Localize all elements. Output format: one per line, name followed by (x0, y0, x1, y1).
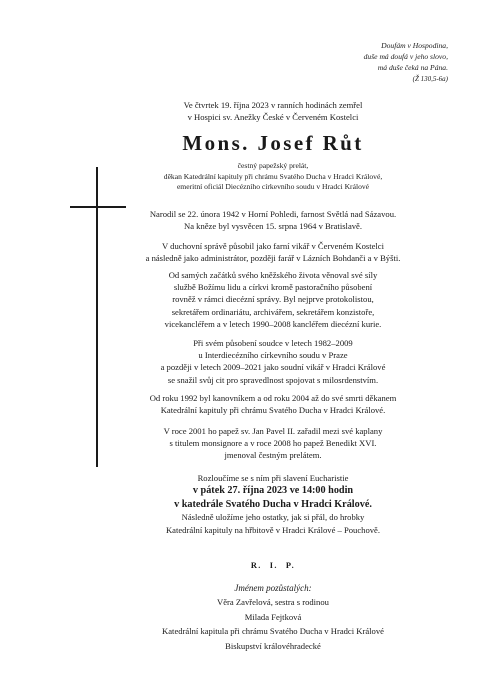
bio-line: Narodil se 22. února 1942 v Horní Pohledi, farnost Světlá nad Sázavou. (149, 209, 397, 219)
cross-icon (96, 167, 98, 467)
bio-line: Od samých začátků svého kněžského života věnoval své síly (168, 270, 378, 280)
bio-line: vicekancléřem a v letech 1990–2008 kancléřem diecézní kurie. (164, 318, 382, 329)
bio-line: Od roku 1992 byl kanovníkem a od roku 2004 až do své smrti děkanem (149, 393, 397, 403)
bio-line: Na kněze byl vysvěcen 15. srpna 1964 v Bratislavě. (183, 221, 363, 232)
quote-source: (Ž 130,5-6a) (412, 74, 448, 83)
funeral-line: Katedrální kapituly na hřbitově v Hradci Králové – Pouchově. (165, 524, 381, 535)
bio-paragraph (118, 392, 428, 416)
title-line: emeritní oficiál Diecézního církevního soudu v Hradci Králové (176, 182, 370, 192)
survivor: Věra Zavřelová, sestra s rodinou (217, 597, 329, 608)
bio-line: Při svém působení soudce v letech 1982–2009 (193, 338, 353, 348)
title-line: čestný papežský prelát, (237, 161, 309, 170)
intro (118, 99, 428, 123)
funeral-date: v pátek 27. října 2023 ve 14:00 hodin (192, 485, 354, 497)
intro-line: Ve čtvrtek 19. října 2023 v ranních hodinách zemřel (183, 100, 363, 110)
bio-line: V roce 2001 ho papež sv. Jan Pavel II. zařadil mezi své kaplany (163, 426, 383, 436)
deceased-name: Mons. Josef Růt (182, 131, 364, 155)
rip (118, 561, 428, 570)
survivor: Milada Fejtková (244, 611, 302, 622)
rip-letter: I. (269, 561, 278, 570)
survivors-heading: Jménem pozůstalých: (234, 583, 312, 593)
bio-line: službě Božímu lidu a církvi kromě pastoračního působení (173, 282, 373, 293)
bio-line: jmenoval čestným prelátem. (224, 450, 322, 461)
rip-letter: R. (250, 561, 262, 570)
bio-line: sekretářem ordinariátu, archivářem, sekretářem konzistoře, (171, 306, 375, 317)
bio-line: Katedrální kapituly při chrámu Svatého Ducha v Hradci Králové. (160, 405, 386, 416)
quote-line: duše má doufá v jeho slovo, (363, 52, 448, 62)
bio-paragraph (118, 240, 428, 264)
bio-paragraph (118, 425, 428, 462)
funeral-line: Rozloučíme se s ním při slavení Eucharistie (197, 473, 349, 483)
bio-line: s titulem monsignore a v roce 2008 ho papež Benedikt XVI. (169, 438, 377, 449)
funeral-place: v katedrále Svatého Ducha v Hradci Králové. (174, 498, 372, 510)
bible-quote (248, 40, 448, 85)
bio-line: a později v letech 2009–2021 jako soudní vikář v Hradci Králové (160, 362, 386, 373)
titles (118, 161, 428, 193)
bio-paragraph (118, 269, 428, 330)
title-line: děkan Katedrální kapituly při chrámu Svatého Ducha v Hradci Králové, (163, 171, 383, 181)
quote-line: Doufám v Hospodina, (381, 41, 448, 50)
bio-paragraph (118, 337, 428, 386)
bio-paragraph (118, 208, 428, 232)
survivor: Katedrální kapitula při chrámu Svatého Ducha v Hradci Králové (162, 626, 384, 637)
bio-line: se snažil svůj cit pro spravedlnost spojovat s milosrdenstvím. (167, 374, 379, 385)
survivor: Biskupství královéhradecké (225, 640, 321, 651)
bio-line: rovněž v rámci diecézní správy. Byl nejprve protokolistou, (172, 294, 374, 305)
rip-letter: P. (285, 561, 296, 570)
funeral-line: Následně uložíme jeho ostatky, jak si přál, do hrobky (181, 512, 365, 523)
quote-line: má duše čeká na Pána. (377, 63, 448, 73)
survivors (118, 581, 428, 653)
funeral-info (118, 472, 428, 536)
bio-line: V duchovní správě působil jako farní vikář v Červeném Kostelci (161, 241, 385, 251)
bio-line: u Interdiecézního církevního soudu v Praze (198, 350, 348, 361)
intro-line: v Hospici sv. Anežky České v Červeném Kostelci (187, 112, 359, 123)
bio-line: a následně jako administrátor, později farář v Lázních Bohdanči a v Býšti. (145, 253, 401, 264)
